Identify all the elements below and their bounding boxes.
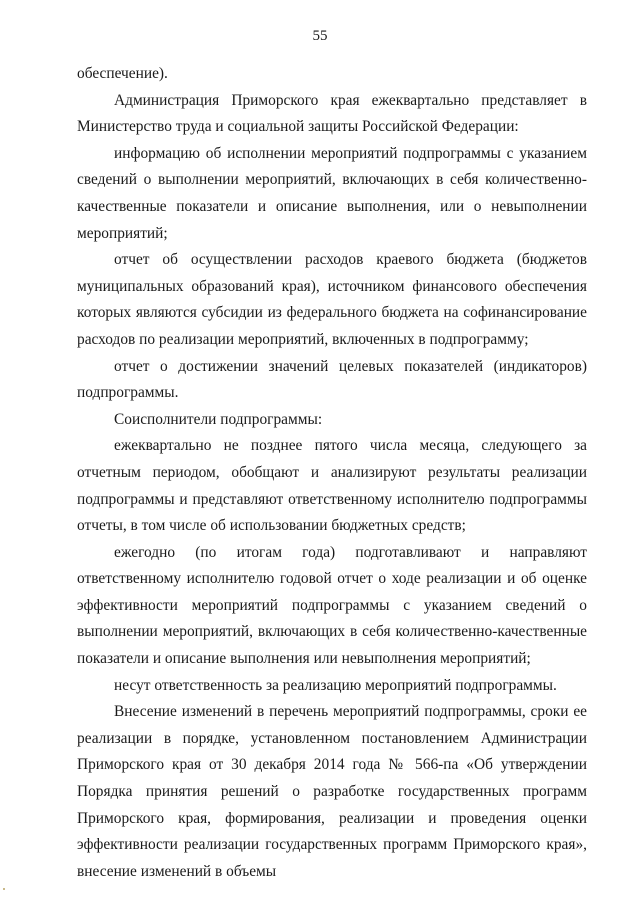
- paragraph-indicators-report: отчет о достижении значений целевых показателей (индикаторов) подпрограммы.: [77, 357, 587, 402]
- paragraph-quarterly-duties: ежеквартально не позднее пятого числа месяца, следующего за отчетным периодом, обобщают и анализируют результаты реализации подпрограммы и представляют ответственному исполнителю подпрограммы отчеты, в том числе об использовании бюджетных средств;: [77, 437, 587, 535]
- paragraph-administration-reports: Администрация Приморского края ежеквартально представляет в Министерство труда и социальной защиты Российской Федерации:: [77, 91, 587, 136]
- paragraph-responsibility: несут ответственность за реализацию мероприятий подпрограммы.: [114, 676, 557, 694]
- paragraph-coexecutors-heading: Соисполнители подпрограммы:: [114, 410, 323, 428]
- paragraph-continuation: обеспечение).: [77, 65, 168, 82]
- paragraph-annual-duties: ежегодно (по итогам года) подготавливают и направляют ответственному исполнителю годовой отчет о ходе реализации и об оценке эффективности мероприятий подпрограммы с указанием сведений о выполнении мероприятий, включающих в себя количественно-качественные показатели и описание выполнения или невыполнения мероприятий;: [77, 543, 587, 668]
- paragraph-expenditure-report: отчет об осуществлении расходов краевого бюджета (бюджетов муниципальных образований края), источником финансового обеспечения которых являются субсидии из федерального бюджета на софинансирование расходов по реализации мероприятий, включенных в подпрограмму;: [77, 251, 587, 348]
- scan-artifact: [3, 888, 5, 890]
- paragraph-changes: Внесение изменений в перечень мероприятий подпрограммы, сроки ее реализации в порядке, установленном постановлением Администрации Приморского края от 30 декабря 2014 года № 566-па «Об утверждении Порядка принятия решений о разработке государственных программ Приморского края, формирования, реализации и проведения оценки эффективности реализации государственных программ Приморского края», внесение изменений в объемы: [77, 703, 587, 880]
- document-body: [77, 61, 587, 885]
- paragraph-execution-info: информацию об исполнении мероприятий подпрограммы с указанием сведений о выполнении мероприятий, включающих в себя количественно-качественные показатели и описание выполнения, или о невыполнении мероприятий;: [77, 144, 587, 242]
- page-number: 55: [312, 28, 328, 44]
